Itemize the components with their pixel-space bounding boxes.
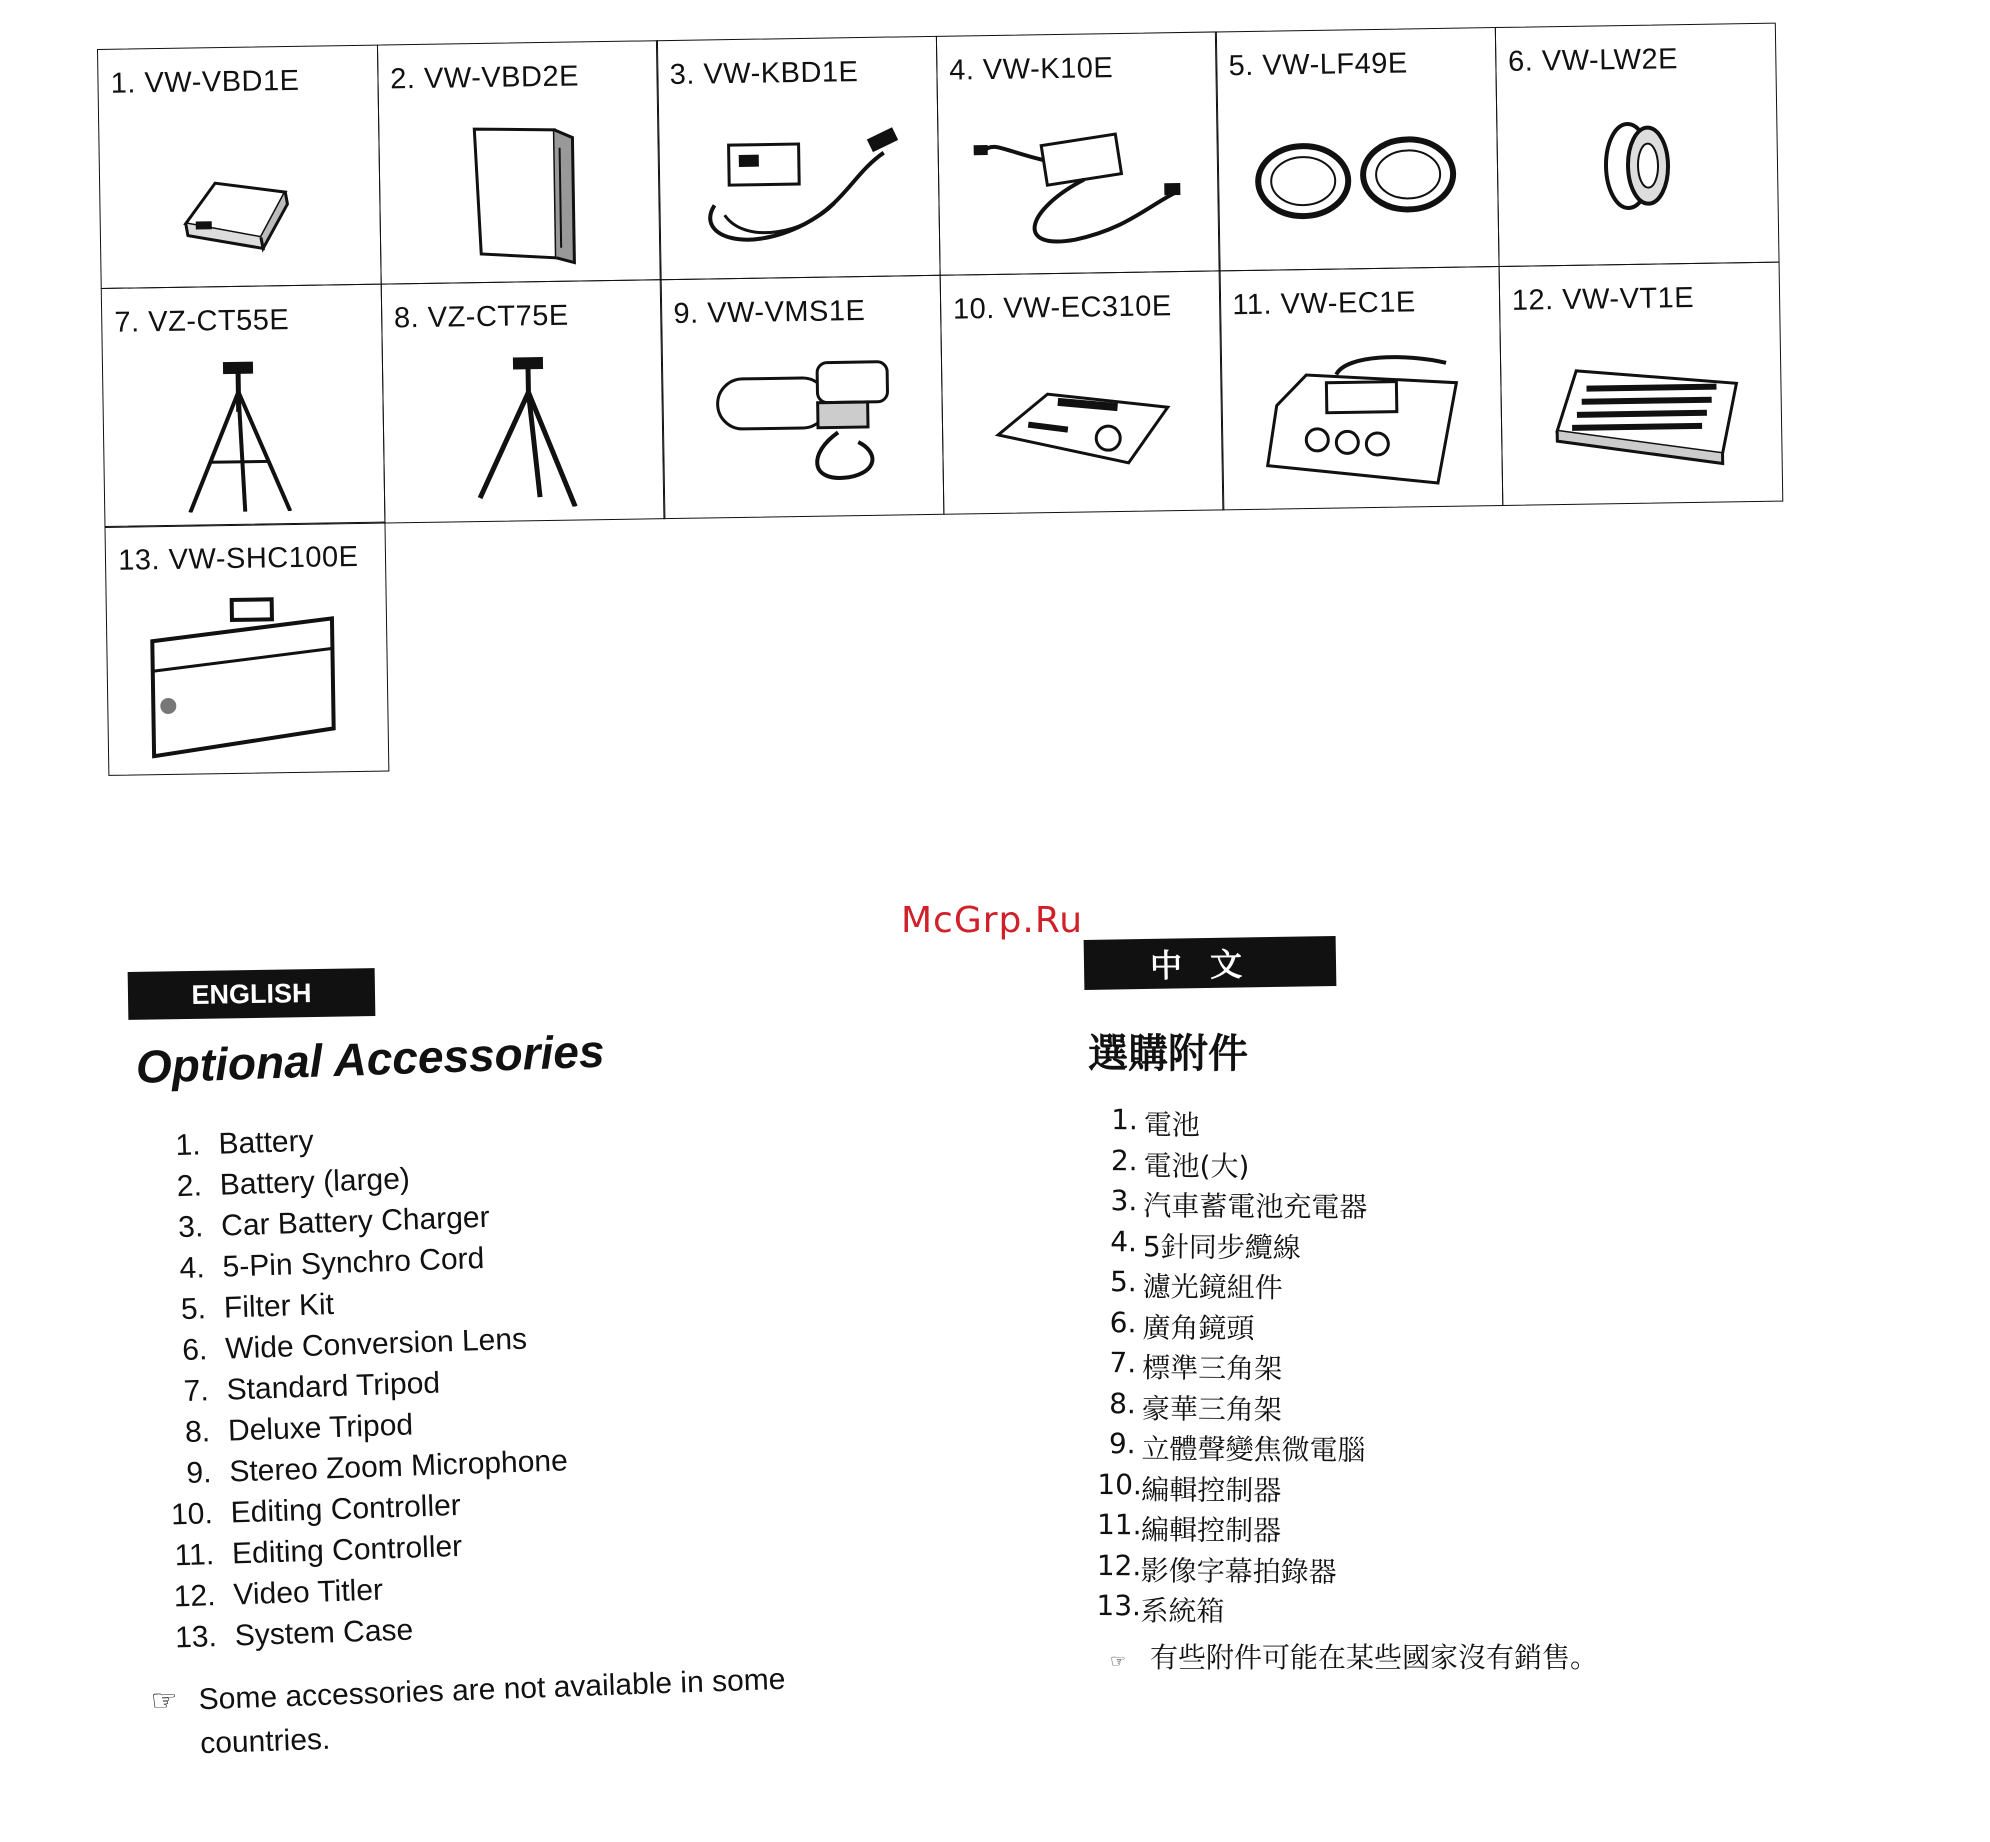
accessory-cell-wide-lens	[1495, 23, 1780, 267]
list-item	[1100, 1103, 1368, 1145]
grid-row	[98, 23, 1792, 288]
accessory-cell-filter-kit	[1215, 27, 1500, 271]
list-item	[1099, 1184, 1367, 1226]
item-text: 汽車蓄電池充電器	[1143, 1189, 1368, 1224]
item-number: 3.	[177, 1210, 204, 1245]
video-titler-icon	[1525, 328, 1757, 492]
accessory-cell-battery	[97, 45, 382, 289]
accessory-label: 7. VZ-CT55E	[114, 303, 290, 339]
note-text: 有些附件可能在某些國家沒有銷售。	[1150, 1641, 1599, 1674]
chinese-title: 選購附件	[1088, 1031, 1248, 1077]
grid-row	[105, 500, 1799, 775]
accessory-label: 11. VW-EC1E	[1232, 286, 1416, 321]
item-number: 13.	[174, 1620, 218, 1655]
chinese-badge: 中文	[1084, 936, 1337, 990]
tripod-icon	[128, 350, 360, 514]
wide-lens-icon	[1522, 89, 1754, 253]
watermark: McGrp.Ru	[901, 900, 1084, 941]
item-number: 4.	[179, 1251, 206, 1286]
item-text: 濾光鏡組件	[1142, 1270, 1283, 1305]
item-text: 5-Pin Synchro Cord	[222, 1241, 485, 1284]
accessory-label: 9. VW-VMS1E	[673, 294, 866, 330]
item-text: 影像字幕拍錄器	[1140, 1553, 1337, 1589]
item-number: 10.	[1097, 1467, 1142, 1501]
list-item	[1099, 1265, 1367, 1307]
item-text: 廣角鏡頭	[1142, 1310, 1255, 1345]
microphone-icon	[687, 341, 919, 505]
accessory-cell-synchro-cord	[936, 32, 1221, 276]
accessory-cell-video-titler	[1498, 261, 1783, 505]
item-number: 6.	[181, 1333, 208, 1368]
accessory-cell-microphone	[660, 275, 945, 519]
note-line-1: Some accessories are not available in some	[198, 1662, 786, 1717]
battery-icon	[124, 111, 356, 275]
item-text: 系統箱	[1140, 1594, 1225, 1628]
item-number: 1.	[1111, 1103, 1138, 1137]
item-number: 2.	[1110, 1143, 1138, 1177]
accessory-label: 4. VW-K10E	[948, 52, 1114, 87]
item-text: Battery	[217, 1124, 315, 1161]
item-text: Stereo Zoom Microphone	[228, 1444, 569, 1489]
system-case-icon	[132, 578, 365, 762]
tripod-icon	[407, 345, 639, 509]
item-number: 12.	[173, 1579, 217, 1614]
chinese-accessory-list	[1096, 1103, 1368, 1631]
item-number: 1.	[174, 1128, 202, 1163]
item-number: 7.	[1109, 1346, 1137, 1380]
item-text: Car Battery Charger	[220, 1200, 491, 1243]
accessory-label: 1. VW-VBD1E	[110, 65, 300, 101]
battery-large-icon	[404, 107, 636, 271]
list-item	[1098, 1305, 1366, 1347]
item-text: System Case	[234, 1613, 414, 1653]
item-text: Filter Kit	[223, 1288, 335, 1325]
item-number: 10.	[170, 1497, 214, 1532]
item-number: 6.	[1109, 1305, 1137, 1339]
list-item	[1099, 1224, 1367, 1266]
accessory-label: 5. VW-LF49E	[1228, 47, 1408, 83]
accessory-cell-system-case	[105, 522, 390, 776]
item-text: Battery (large)	[219, 1162, 411, 1202]
list-item	[1098, 1346, 1366, 1388]
english-note	[150, 1658, 788, 1768]
english-title: Optional Accessories	[135, 1024, 606, 1093]
pointing-hand-icon: ☞	[1110, 1651, 1127, 1672]
item-text: Editing Controller	[230, 1488, 462, 1530]
list-item	[1096, 1589, 1364, 1631]
item-number: 8.	[1109, 1386, 1137, 1420]
item-text: 豪華三角架	[1141, 1391, 1282, 1426]
grid-row	[102, 262, 1796, 527]
note-line-2: countries.	[199, 1722, 331, 1761]
item-number: 11.	[1096, 1507, 1142, 1542]
accessory-label: 6. VW-LW2E	[1507, 43, 1679, 79]
synchro-cord-icon	[963, 98, 1195, 262]
item-number: 9.	[1108, 1427, 1136, 1461]
car-charger-icon	[683, 102, 915, 266]
item-text: Wide Conversion Lens	[224, 1322, 528, 1366]
filter-kit-icon	[1242, 94, 1474, 258]
list-item	[1098, 1386, 1366, 1428]
list-item	[1097, 1467, 1365, 1509]
editing-controller-icon	[966, 337, 1198, 501]
accessory-label: 2. VW-VBD2E	[390, 60, 580, 96]
accessory-label: 10. VW-EC310E	[952, 289, 1172, 326]
accessory-cell-standard-tripod	[101, 283, 386, 527]
item-number: 8.	[184, 1415, 211, 1449]
accessory-cell-editing-controller-1	[939, 270, 1224, 514]
item-text: Deluxe Tripod	[227, 1408, 414, 1448]
item-number: 5.	[180, 1292, 207, 1327]
list-item	[1097, 1508, 1365, 1550]
item-number: 13.	[1096, 1588, 1142, 1623]
chinese-note	[1110, 1636, 1598, 1676]
list-item	[1097, 1548, 1365, 1590]
item-number: 12.	[1096, 1548, 1142, 1582]
item-number: 4.	[1110, 1224, 1138, 1258]
accessory-label: 12. VW-VT1E	[1511, 281, 1695, 317]
item-number: 5.	[1109, 1265, 1137, 1299]
item-text: Standard Tripod	[226, 1366, 441, 1407]
accessory-label: 13. VW-SHC100E	[118, 541, 359, 577]
item-number: 3.	[1110, 1184, 1138, 1218]
accessory-cell-deluxe-tripod	[380, 279, 665, 523]
english-accessory-list	[150, 1117, 574, 1663]
list-item	[1099, 1143, 1367, 1185]
english-badge: ENGLISH	[128, 968, 376, 1020]
accessory-grid	[98, 23, 1799, 775]
list-item	[1097, 1427, 1365, 1469]
item-number: 7.	[183, 1374, 210, 1409]
item-text: 編輯控制器	[1141, 1472, 1282, 1507]
accessory-cell-editing-controller-2	[1219, 266, 1504, 510]
item-number: 2.	[176, 1169, 203, 1204]
accessory-cell-battery-large	[377, 40, 662, 284]
accessory-label: 8. VZ-CT75E	[393, 299, 569, 335]
item-text: 5針同步纜線	[1142, 1229, 1301, 1264]
item-text: 標準三角架	[1142, 1351, 1283, 1386]
item-text: 電池	[1143, 1108, 1200, 1142]
pointing-hand-icon: ☞	[150, 1684, 179, 1718]
item-number: 9.	[185, 1456, 212, 1490]
item-text: Video Titler	[232, 1573, 384, 1612]
item-text: 編輯控制器	[1140, 1513, 1282, 1548]
editing-controller-icon	[1246, 332, 1478, 496]
accessory-label: 3. VW-KBD1E	[669, 56, 859, 92]
item-text: 電池(大)	[1143, 1148, 1250, 1183]
item-text: Editing Controller	[231, 1529, 463, 1571]
item-text: 立體聲變焦微電腦	[1141, 1432, 1366, 1467]
accessory-cell-car-charger	[656, 36, 941, 280]
item-number: 11.	[174, 1538, 215, 1573]
